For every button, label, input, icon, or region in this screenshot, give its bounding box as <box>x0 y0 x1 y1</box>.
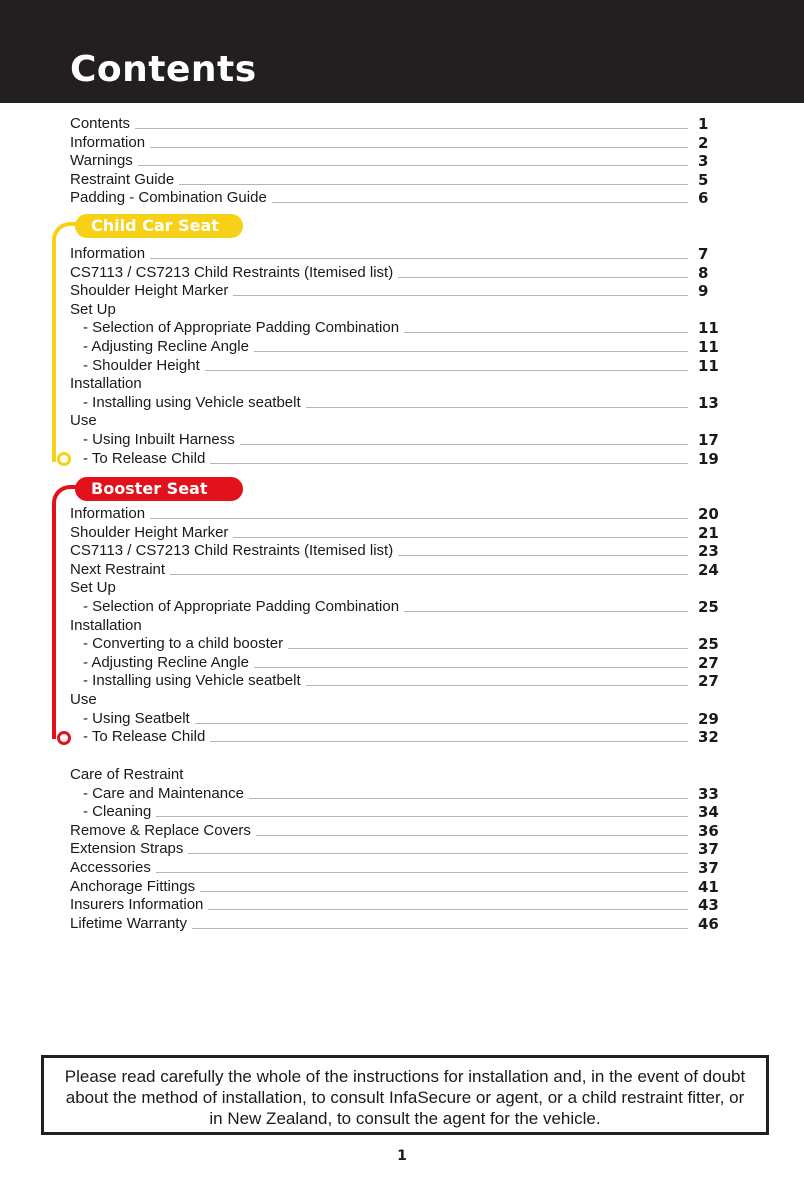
toc-entry-label: - Converting to a child booster <box>83 635 284 653</box>
dot-leader <box>150 518 688 519</box>
toc-entry-page: 37 <box>698 859 719 877</box>
toc-entry-label: - To Release Child <box>83 449 206 467</box>
toc-entry-page: 24 <box>698 560 719 579</box>
dot-leader <box>150 147 688 148</box>
dot-leader <box>179 184 688 185</box>
toc-entry-label: Insurers Information <box>70 896 204 914</box>
dot-leader <box>233 295 688 296</box>
toc-entry-page: 11 <box>698 338 719 356</box>
dot-leader <box>398 555 688 556</box>
toc-entry-page: 25 <box>698 635 719 654</box>
dot-leader <box>205 370 688 371</box>
toc-entry-label: Care of Restraint <box>70 766 184 783</box>
booster-section-bracket <box>52 485 86 739</box>
toc-entry <box>70 598 728 616</box>
toc-entry-label: Shoulder Height Marker <box>70 523 229 541</box>
toc-entry-label: - Using Seatbelt <box>83 709 190 727</box>
dot-leader <box>138 165 688 166</box>
toc-entry-label: - Adjusting Recline Angle <box>83 338 249 355</box>
toc-entry-page: 43 <box>698 896 719 915</box>
toc-entry <box>70 710 728 728</box>
toc-entry-page: 33 <box>698 784 719 803</box>
dot-leader <box>210 741 688 742</box>
toc-entry <box>70 450 728 468</box>
dot-leader <box>208 909 688 910</box>
toc-entry-page: 25 <box>698 598 719 616</box>
toc-entry-label: Accessories <box>70 859 151 876</box>
toc-entry-page: 27 <box>698 672 719 691</box>
toc-entry-label: Warnings <box>70 152 133 170</box>
toc-entry-label: Installation <box>70 375 142 393</box>
toc-entry <box>70 672 728 690</box>
toc-entry <box>70 579 728 597</box>
toc-entry-label: - Installing using Vehicle seatbelt <box>83 672 301 690</box>
toc-entry-page: 32 <box>698 728 719 747</box>
toc-entry-label: - Shoulder Height <box>83 356 200 374</box>
page-title: Contents <box>70 49 257 90</box>
toc-entry <box>70 431 728 449</box>
toc-entry-page: 6 <box>698 189 709 208</box>
toc-entry-page: 20 <box>698 505 719 523</box>
toc-entry <box>70 338 728 356</box>
toc-entry <box>70 282 728 300</box>
toc-entry-label: Lifetime Warranty <box>70 914 187 932</box>
toc-entry <box>70 319 728 337</box>
toc-entry-page: 46 <box>698 914 719 933</box>
toc-entry-page: 21 <box>698 523 719 542</box>
toc-entry <box>70 394 728 412</box>
toc-entry-page: 5 <box>698 170 709 189</box>
dot-leader <box>188 853 688 854</box>
toc-entry <box>70 134 728 152</box>
dot-leader <box>192 928 688 929</box>
toc-entry-label: - Selection of Appropriate Padding Combination <box>83 598 400 615</box>
toc-entry <box>70 617 728 635</box>
dot-leader <box>210 463 688 464</box>
page-number: 1 <box>397 1148 407 1164</box>
dot-leader <box>135 128 688 129</box>
toc-entry <box>70 785 728 803</box>
toc-entry <box>70 896 728 914</box>
toc-entry <box>70 264 728 282</box>
dot-leader <box>404 611 688 612</box>
toc-entry-label: - Using Inbuilt Harness <box>83 431 235 448</box>
dot-leader <box>150 258 688 259</box>
toc-entry <box>70 357 728 375</box>
toc-entry-label: Set Up <box>70 300 116 318</box>
child-car-seat-heading: Child Car Seat <box>75 214 243 238</box>
toc-entry <box>70 171 728 189</box>
toc-entry <box>70 766 728 784</box>
toc-entry <box>70 505 728 523</box>
toc-entry-label: Restraint Guide <box>70 170 175 188</box>
dot-leader <box>254 667 688 668</box>
toc-entry-label: CS7113 / CS7213 Child Restraints (Itemised list) <box>70 542 394 560</box>
toc-entry-label: Remove & Replace Covers <box>70 821 251 839</box>
dot-leader <box>256 835 688 836</box>
toc-entry-page: 34 <box>698 803 719 822</box>
dot-leader <box>195 723 688 724</box>
toc-entry-page: 29 <box>698 709 719 728</box>
toc-entry-page: 27 <box>698 653 719 672</box>
toc-entry <box>70 654 728 672</box>
toc-entry-page: 13 <box>698 393 719 412</box>
dot-leader <box>156 816 688 817</box>
toc-entry-label: Installation <box>70 616 142 634</box>
toc-entry <box>70 524 728 542</box>
toc-entry <box>70 878 728 896</box>
toc-entry <box>70 840 728 858</box>
booster-section-end-dot <box>57 731 71 745</box>
toc-entry <box>70 375 728 393</box>
dot-leader <box>240 444 688 445</box>
toc-entry-label: - Adjusting Recline Angle <box>83 653 249 671</box>
dot-leader <box>200 891 688 892</box>
dot-leader <box>272 202 688 203</box>
toc-entry <box>70 859 728 877</box>
toc-entry <box>70 152 728 170</box>
dot-leader <box>306 407 688 408</box>
toc-entry <box>70 635 728 653</box>
toc-entry-label: Information <box>70 245 146 262</box>
toc-entry-label: CS7113 / CS7213 Child Restraints (Itemised list) <box>70 263 394 281</box>
toc-entry-label: Set Up <box>70 579 116 597</box>
toc-entry-page: 37 <box>698 840 719 859</box>
dot-leader <box>170 574 688 575</box>
booster-seat-heading: Booster Seat <box>75 477 243 501</box>
toc-entry <box>70 803 728 821</box>
toc-entry-page: 19 <box>698 449 719 468</box>
header-bar <box>0 0 804 103</box>
toc-entry-page: 2 <box>698 133 709 152</box>
dot-leader <box>306 685 688 686</box>
toc-entry-label: Anchorage Fittings <box>70 877 196 895</box>
toc-entry-page: 7 <box>698 245 709 263</box>
dot-leader <box>254 351 688 352</box>
toc-entry <box>70 822 728 840</box>
toc-entry <box>70 728 728 746</box>
toc-entry-page: 3 <box>698 152 709 171</box>
toc-entry <box>70 542 728 560</box>
toc-entry-label: - Installing using Vehicle seatbelt <box>83 393 301 411</box>
toc-entry-label: Information <box>70 133 146 151</box>
toc-entry <box>70 412 728 430</box>
toc-entry-label: - To Release Child <box>83 728 206 746</box>
toc-entry-label: Next Restraint <box>70 560 166 578</box>
toc-entry-label: Information <box>70 505 146 522</box>
toc-entry-page: 36 <box>698 821 719 840</box>
dot-leader <box>398 277 688 278</box>
toc-entry-label: Extension Straps <box>70 840 184 858</box>
dot-leader <box>233 537 688 538</box>
toc-entry-page: 17 <box>698 431 719 449</box>
toc-entry <box>70 691 728 709</box>
dot-leader <box>156 872 688 873</box>
toc-entry-label: Use <box>70 412 97 430</box>
toc-entry <box>70 561 728 579</box>
child-section-end-dot <box>57 452 71 466</box>
toc-entry-label: - Care and Maintenance <box>83 784 244 802</box>
toc-entry-label: Padding - Combination Guide <box>70 189 267 207</box>
toc-entry <box>70 301 728 319</box>
toc-entry <box>70 115 728 133</box>
toc-entry-page: 11 <box>698 319 719 338</box>
toc-entry-label: Use <box>70 691 97 708</box>
toc-entry-page: 41 <box>698 877 719 896</box>
toc-entry <box>70 189 728 207</box>
toc-entry-label: - Selection of Appropriate Padding Combination <box>83 319 400 337</box>
toc-entry-page: 1 <box>698 115 709 133</box>
toc-entry <box>70 915 728 933</box>
dot-leader <box>288 648 688 649</box>
dot-leader <box>404 332 688 333</box>
toc-entry-page: 11 <box>698 356 719 375</box>
toc-entry <box>70 245 728 263</box>
toc-entry-page: 23 <box>698 542 719 561</box>
child-section-bracket <box>52 222 86 462</box>
toc-entry-page: 9 <box>698 282 709 301</box>
toc-entry-label: Shoulder Height Marker <box>70 282 229 300</box>
toc-entry-page: 8 <box>698 263 709 282</box>
installation-notice: Please read carefully the whole of the instructions for installation and, in the event of doubt about the method of installation, to consult InfaSecure or agent, or a child restraint fitter, or in New Zealand, to consult the agent for the vehicle. <box>41 1055 769 1135</box>
toc-entry-label: Contents <box>70 115 131 132</box>
dot-leader <box>249 798 688 799</box>
toc-entry-label: - Cleaning <box>83 803 152 821</box>
